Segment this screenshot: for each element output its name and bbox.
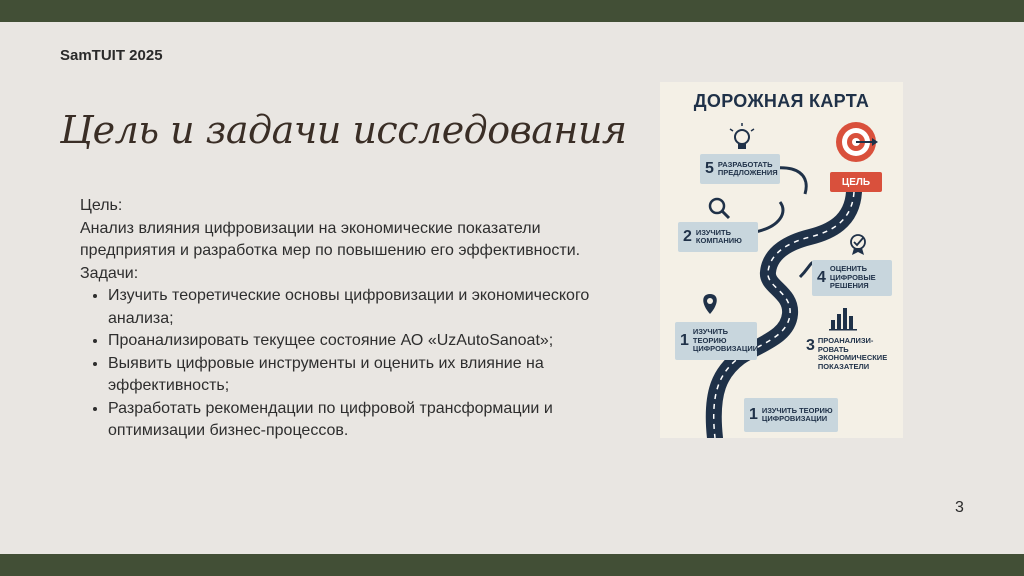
bar-chart-icon — [829, 308, 857, 331]
task-item: • Выявить цифровые инструменты и оценить их влияние на эффективность; — [108, 353, 600, 398]
top-band — [0, 0, 1024, 22]
roadmap-title: ДОРОЖНАЯ КАРТА — [693, 91, 870, 111]
target-icon — [836, 122, 878, 162]
task-item: • Проанализировать текущее состояние АО «UzAutoSanoat»; — [108, 330, 600, 353]
slide-title: Цель и задачи исследования — [60, 108, 627, 152]
tasks-label: Задачи: — [80, 264, 139, 282]
roadmap-step-4: 4 ОЦЕНИТЬ ЦИФРОВЫЕ РЕШЕНИЯ — [812, 260, 892, 296]
map-pin-icon — [703, 294, 717, 314]
task-item: • Разработать рекомендации по цифровой трансформации и оптимизации бизнес-процессов. — [108, 398, 600, 443]
roadmap-step-1-upper: 1 ИЗУЧИТЬ ТЕОРИЮ ЦИФРОВИЗАЦИИ — [675, 322, 757, 360]
bottom-band — [0, 554, 1024, 576]
organization-label: SamTUIT 2025 — [60, 47, 163, 64]
lightbulb-icon — [730, 123, 754, 149]
slide-body — [80, 195, 600, 443]
goal-label: Цель: — [80, 197, 123, 214]
roadmap-step-2: 2 ИЗУЧИТЬ КОМПАНИЮ — [678, 222, 758, 252]
page-number: 3 — [955, 499, 964, 516]
roadmap-step-1-lower: 1 ИЗУЧИТЬ ТЕОРИЮ ЦИФРОВИЗАЦИИ — [744, 398, 838, 432]
tasks-list — [80, 285, 600, 443]
goal-sign: ЦЕЛЬ — [830, 172, 882, 192]
task-item: • Изучить теоретические основы цифровизации и экономического анализа; — [108, 285, 600, 330]
roadmap-image — [660, 82, 903, 438]
magnifier-icon — [710, 199, 729, 218]
roadmap-step-3: 3 ПРОАНАЛИЗИ-РОВАТЬ ЭКОНОМИЧЕСКИЕ ПОКАЗАТЕЛИ — [806, 336, 888, 371]
roadmap-step-5: 5 РАЗРАБОТАТЬ ПРЕДЛОЖЕНИЯ — [700, 154, 780, 184]
goal-text: Анализ влияния цифровизации на экономические показатели предприятия и разработка мер по повышению его эффективности. — [80, 219, 581, 259]
checkmark-badge-icon — [851, 235, 865, 255]
